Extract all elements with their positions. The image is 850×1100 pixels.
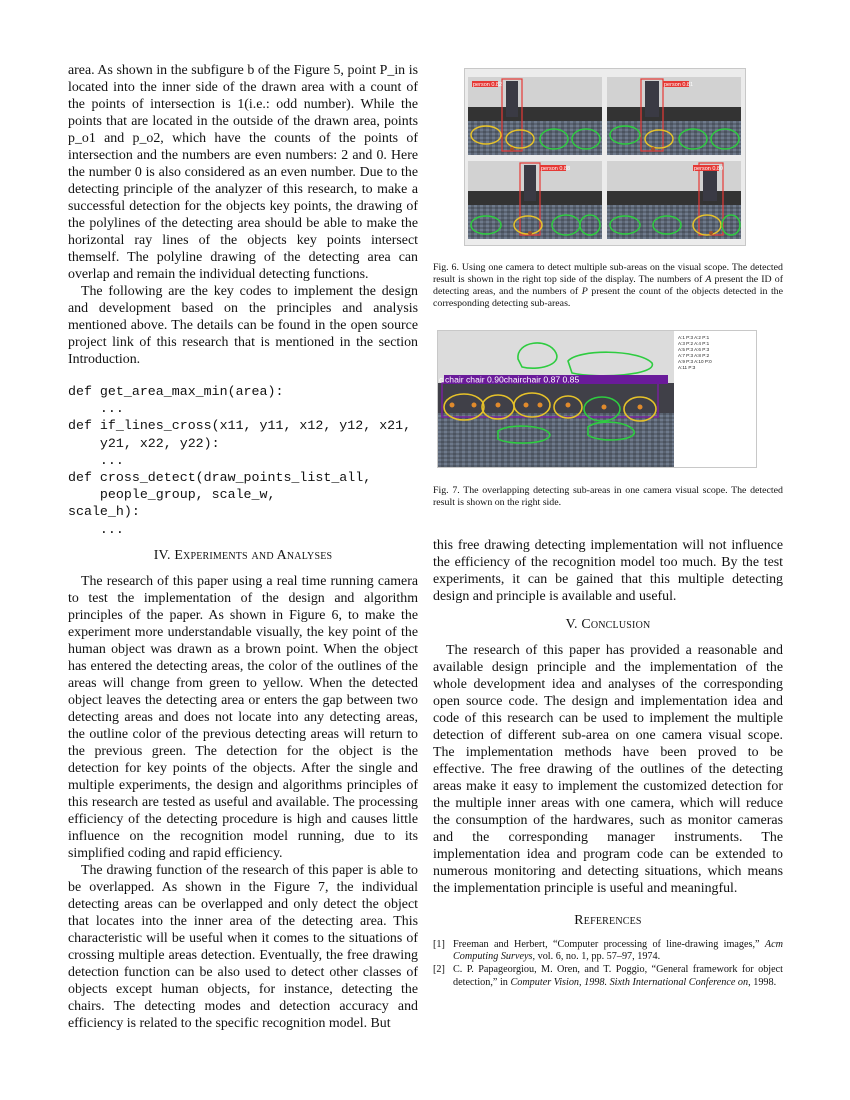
code-line: ...: [68, 452, 124, 468]
figure-6-label-3: person 0.88: [541, 166, 571, 172]
caption-text: Fig. 6. Using one camera to detect multiple sub-areas on the visual scope. The detected result is shown in the right top side of the display. The numbers of: [433, 262, 783, 285]
right-column: [433, 62, 783, 990]
left-column: [68, 62, 418, 1032]
figure-7-prefix: c: [439, 374, 444, 385]
figure-6-label-4: person 0.80: [694, 166, 724, 172]
figure-6-panel-1: [468, 77, 602, 155]
readout-line: A:3 P:2 A:4 P:1: [678, 341, 710, 346]
code-listing: [68, 383, 418, 538]
reference-text: Freeman and Herbert, “Computer processing of line-drawing images,”: [453, 939, 765, 950]
section-title: Experiments and Analyses: [174, 547, 333, 563]
code-line: y21, x22, y22):: [68, 435, 220, 451]
figure-6-panel-2: [607, 77, 741, 155]
reference-text: C. P. Papageorgiou, M. Oren, and T. Poggio, “General framework for object detection,” in: [453, 964, 783, 988]
figure-7-detection-labels: chair chair 0.90chairchair 0.87 0.85: [445, 374, 580, 385]
figure-7-graphic: [438, 331, 756, 467]
section-title: Conclusion: [581, 617, 651, 632]
figure-6-label-2: person 0.81: [664, 82, 694, 88]
figure-6-image: [464, 68, 746, 246]
section-number: V.: [565, 617, 578, 632]
code-line: def if_lines_cross(x11, y11, x12, y12, x21,: [68, 418, 412, 434]
reference-number: [2]: [433, 964, 445, 976]
readout-line: A:5 P:3 A:6 P:3: [678, 347, 710, 352]
references-heading: [433, 913, 783, 929]
paragraph: this free drawing detecting implementation will not influence the efficiency of the recognition model too much. By the test experiments, it can be gained that this multiple detecting design and principle is available and useful.: [433, 538, 783, 604]
reference-number: [1]: [433, 939, 445, 950]
reference-item: [433, 964, 783, 988]
code-line: ...: [68, 401, 124, 417]
paragraph: The following are the key codes to implement the design and development based on the principles and analysis mentioned above. The details can be found in the open source project link of this research that is mentioned in the section Introduction.: [68, 284, 418, 367]
caption-variable: A: [705, 274, 712, 285]
code-line: def cross_detect(draw_points_list_all,: [68, 470, 372, 486]
caption-text: present the ID of detecting areas, and the numbers of: [433, 274, 783, 297]
readout-line: A:1 P:3 A:2 P:1: [678, 335, 710, 340]
figure-7-camera-view: [438, 331, 674, 467]
paragraph: area. As shown in the subfigure b of the Figure 5, point P_in is located into the inner side of the drawn area with a count of the points of intersection is 1(i.e.: odd number). While the points that are located in the outside of the drawn area, points p_o1 and p_o2, which have the counts of the points of intersection and the numbers are even numbers: 2 and 0. Here the number 0 is also considered as an even number. Due to the detecting principle of the analyzer of this research, to make a successful detection for the objects key points, the drawing of the polylines of the detecting area should be able to make the horizontal ray lines of the objects key points intersect themself. The polyline drawing of the detecting area can overlap and remain the individual detecting functions.: [68, 63, 418, 282]
code-line: def get_area_max_min(area):: [68, 384, 284, 399]
caption-text: present the count of the objects detected in the corresponding detecting sub-areas.: [433, 286, 784, 309]
figure-7-caption: Fig. 7. The overlapping detecting sub-areas in one camera visual scope. The detected result is shown on the right side.: [433, 485, 783, 508]
paragraph: The drawing function of the research of this paper is able to be overlapped. As shown in the Figure 7, the individual detecting areas can be overlapped and only detect the object that locates into the inner area of the detecting area. This characteristic will be useful when it comes to the situations of crossing multiple areas detection. Eventually, the free drawing detection function can be also used to detect other classes of objects except human objects, for instance, detecting the chairs. The detecting modes and detection accuracy and efficiency is related to the specific recognition model. But: [68, 862, 418, 1031]
caption-variable: P: [581, 286, 588, 297]
reference-venue: Acm Computing Surveys: [453, 939, 783, 963]
reference-list: [433, 939, 783, 989]
reference-text: , 1998.: [748, 976, 777, 988]
references-title: References: [574, 913, 642, 928]
code-line: ...: [68, 521, 124, 537]
figure-6-label-1: person 0.82: [473, 82, 503, 88]
readout-line: A:11 P:3: [678, 365, 696, 370]
reference-text: , vol. 6, no. 1, pp. 57–97, 1974.: [532, 951, 661, 963]
section-heading: [433, 617, 783, 633]
paragraph: The research of this paper has provided a reasonable and available design principle and the implementation of the whole development idea and analyses of the corresponding open source code. The design and implementation idea and code of this research can be used to implement the multiple detection of different sub-area on one camera visual scope. The implementation methods have been proved to be effective. The free drawing of the outlines of the detecting areas make it easy to implement the customized detection for the multiple inner areas with one camera, which will reduce the consumption of the hardwares, such as monitor cameras and the corresponding manager instruments. The implementation idea and program code can be extended to numerous monitoring and detecting situations, which means the implementation principle is useful and meaningful.: [433, 643, 783, 896]
figure-6-panel-3: [468, 161, 602, 239]
reference-item: [433, 939, 783, 963]
section-heading: [68, 548, 418, 564]
code-line: scale_h):: [68, 504, 140, 520]
readout-line: A:9 P:3 A:10 P:0: [678, 359, 712, 364]
reference-venue: Computer Vision, 1998. Sixth International Conference on: [510, 976, 749, 988]
figure-7-image: [437, 330, 757, 468]
figure-6-caption: [433, 262, 783, 310]
paragraph: The research of this paper using a real time running camera to test the implementation of the design and algorithm principles of the paper. As shown in Figure 6, to make the experiment more understandable visually, the key point of the human object was drawn as a brown point. When the object has entered the detecting areas, the color of the outlines of the areas will change from green to yellow. When the detected object leaves the detecting area or enters the gap between two detecting areas and does not locate into any detecting areas, the outline color of the previous detecting areas will return to the previous green. The detection for the object is the detection for key points of the objects. After the single and multiple experiments, the design and algorithms principles of this research are tested as useful and available. The processing efficiency of the detecting procedure is high and causes little influence on the recognition model running, due to its simplified coding and rapid efficiency.: [68, 573, 418, 861]
readout-line: A:7 P:3 A:8 P:2: [678, 353, 710, 358]
figure-6-panel-4: [607, 161, 741, 239]
figure-6-graphic: [465, 69, 745, 245]
section-number: IV.: [153, 547, 171, 563]
code-line: people_group, scale_w,: [68, 487, 276, 503]
